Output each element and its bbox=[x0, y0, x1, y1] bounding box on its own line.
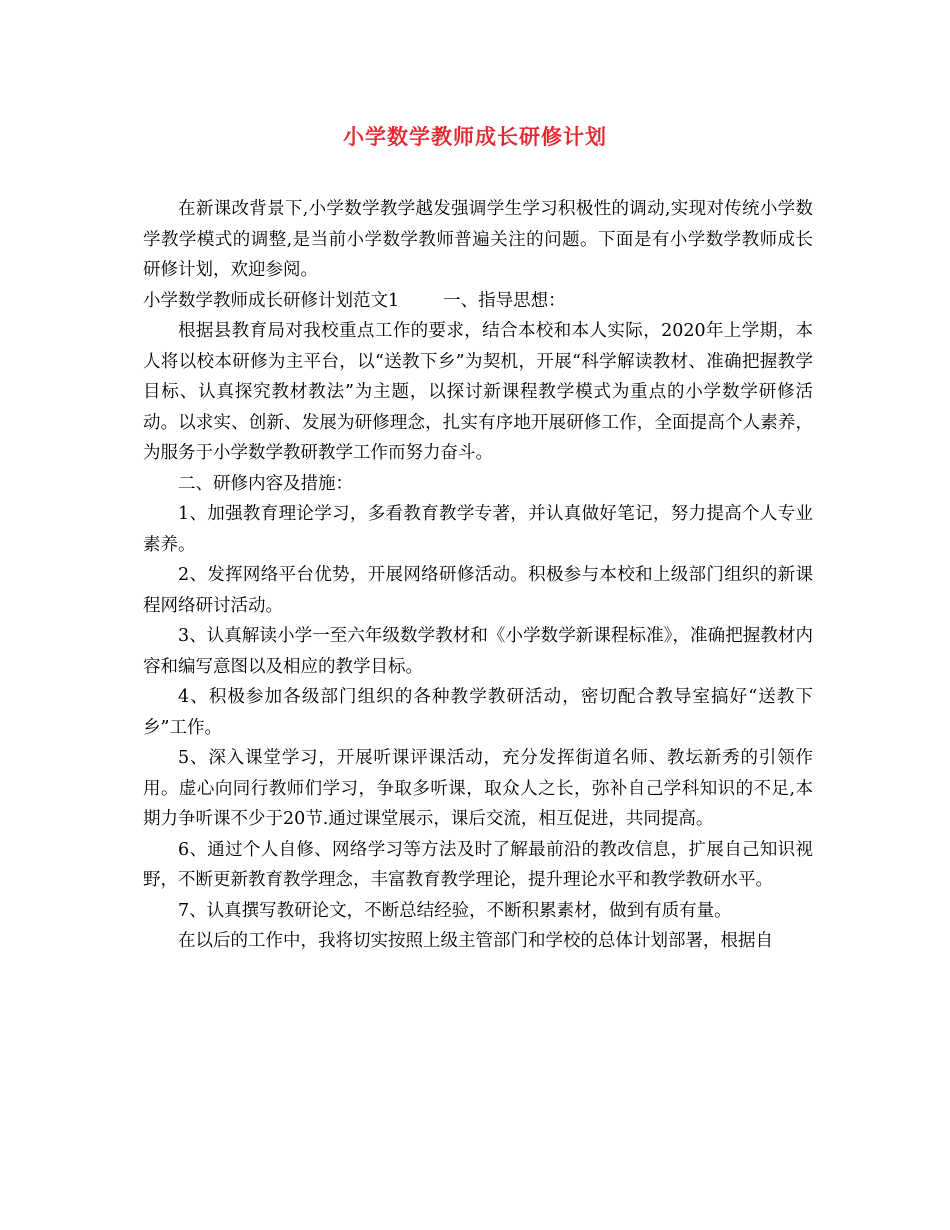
section1-line bbox=[143, 286, 813, 317]
list-item: 2、发挥网络平台优势，开展网络研修活动。积极参与本校和上级部门组织的新课程网络研讨活动。 bbox=[143, 565, 813, 616]
guiding-paragraph: 根据县教育局对我校重点工作的要求，结合本校和本人实际，2020年上学期，本人将以校本研修为主平台，以“送教下乡”为契机，开展“科学解读教材、准确把握教学目标、认真探究教材教法”为主题，以探讨新课程教学模式为重点的小学数学研修活动。以求实、创新、发展为研修理念，扎实有序地开展研修工作，全面提高个人素养，为服务于小学数学教研教学工作而努力奋斗。 bbox=[143, 321, 813, 463]
document-body bbox=[143, 194, 813, 957]
closing-paragraph: 在以后的工作中，我将切实按照上级主管部门和学校的总体计划部署，根据自 bbox=[178, 931, 773, 951]
list-item: 3、认真解读小学一至六年级数学教材和《小学数学新课程标准》，准确把握教材内容和编写意图以及相应的教学目标。 bbox=[143, 626, 813, 677]
section1-label: 小学数学教师成长研修计划范文1 bbox=[143, 290, 400, 311]
list-item: 6、通过个人自修、网络学习等方法及时了解最前沿的教改信息，扩展自己知识视野，不断更新教育教学理念，丰富教育教学理论，提升理论水平和教学教研水平。 bbox=[143, 839, 813, 890]
section1-heading: 一、指导思想： bbox=[443, 290, 566, 311]
list-item: 1、加强教育理论学习，多看教育教学专著，并认真做好笔记，努力提高个人专业素养。 bbox=[143, 504, 813, 555]
list-item: 4、积极参加各级部门组织的各种教学教研活动，密切配合教导室搞好“送教下乡”工作。 bbox=[143, 687, 813, 738]
intro-paragraph: 在新课改背景下,小学数学教学越发强调学生学习积极性的调动,实现对传统小学数学教学模式的调整,是当前小学数学教师普遍关注的问题。下面是有小学数学教师成长研修计划，欢迎参阅。 bbox=[143, 199, 813, 280]
list-item: 5、深入课堂学习，开展听课评课活动，充分发挥街道名师、教坛新秀的引领作用。虚心向同行教师们学习，争取多听课，取众人之长，弥补自己学科知识的不足,本期力争听课不少于20节.通过课堂展示，课后交流，相互促进，共同提高。 bbox=[143, 748, 813, 829]
section2-heading: 二、研修内容及措施： bbox=[178, 473, 353, 494]
list-item: 7、认真撰写教研论文，不断总结经验，不断积累素材，做到有质有量。 bbox=[178, 900, 732, 921]
document-title: 小学数学教师成长研修计划 bbox=[343, 124, 607, 149]
